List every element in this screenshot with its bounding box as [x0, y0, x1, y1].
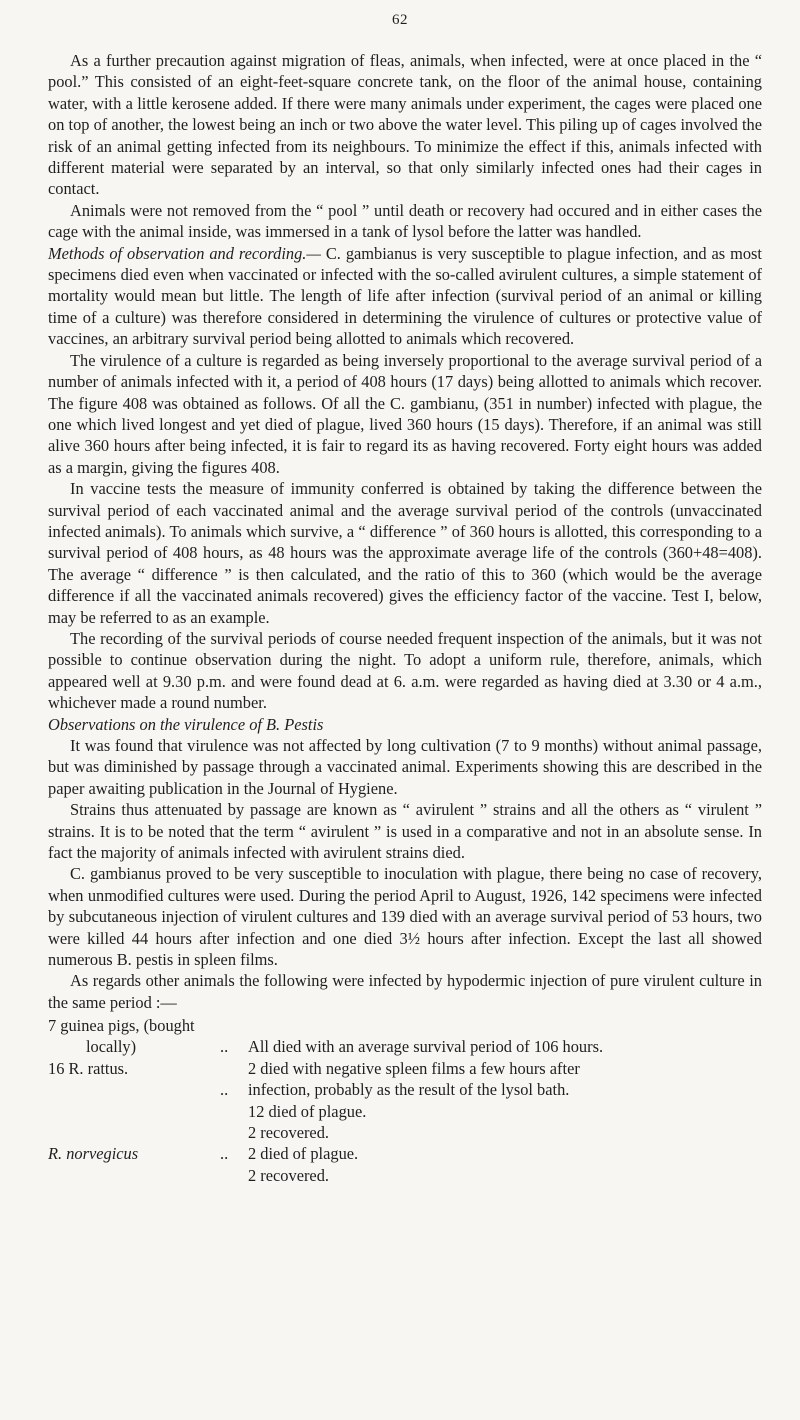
paragraph: As regards other animals the following were infected by hypodermic injection of pure virulent culture in the same period :—: [48, 971, 762, 1012]
animal-label: locally): [86, 1037, 137, 1057]
table-row: [48, 1143, 762, 1164]
heading-title: Observations on the virulence of B. Pestis: [48, 714, 324, 734]
table-row: [48, 1101, 762, 1122]
table-row: [48, 1079, 762, 1100]
animal-cell: [48, 1015, 220, 1036]
animal-cell: [48, 1165, 220, 1186]
animal-label: 7 guinea pigs, (bought: [48, 1016, 195, 1035]
leader-dots: ..: [220, 1037, 229, 1057]
body-text: [48, 50, 762, 1013]
animal-cell: [48, 1101, 220, 1122]
result-cell: [248, 1015, 762, 1036]
animal-cell: [48, 1143, 220, 1164]
leader-dots: ..: [220, 1144, 229, 1164]
paragraph: C. gambianus proved to be very susceptible to inoculation with plague, there being no case of recovery, when unmodified cultures were used. During the period April to August, 1926, 142 specimens were infected by subcutaneous injection of virulent cultures and 139 died with an average survival period of 53 hours, two were killed 44 hours after infection and one died 3½ hours after infection. Except the last all showed numerous B. pestis in spleen films.: [48, 864, 762, 970]
table-row: [48, 1036, 762, 1057]
paragraph: Strains thus attenuated by passage are known as “ avirulent ” strains and all the others as “ virulent ” strains. It is to be noted that the term “ avirulent ” is used in a comparative and not in an absolute sense. In fact the majority of animals infected with avirulent strains died.: [48, 800, 762, 863]
heading-title: Methods of observation and recording.—: [48, 243, 321, 263]
paragraph: Animals were not removed from the “ pool ” until death or recovery had occured and in either cases the cage with the animal inside, was immersed in a tank of lysol before the latter was handled.: [48, 200, 762, 242]
leader-dots: [220, 1101, 248, 1122]
leader-dots: [220, 1015, 248, 1036]
result-cell: 2 recovered.: [248, 1123, 329, 1143]
animal-cell: [48, 1036, 220, 1057]
paragraph: It was found that virulence was not affected by long cultivation (7 to 9 months) without animal passage, but was diminished by passage through a vaccinated animal. Experiments showing this are described in the paper awaiting publication in the Journal of Hygiene.: [48, 736, 762, 798]
table-row: [48, 1015, 762, 1036]
table-row: [48, 1165, 762, 1186]
leader-dots: [220, 1165, 248, 1186]
result-cell: 12 died of plague.: [248, 1101, 367, 1121]
result-cell: 2 died with negative spleen films a few hours after: [248, 1058, 580, 1078]
section-heading: [48, 243, 762, 350]
animal-cell: [48, 1058, 220, 1079]
page-number: 62: [392, 12, 408, 28]
result-cell: 2 died of plague.: [248, 1144, 359, 1164]
results-table: [48, 1015, 762, 1186]
animal-cell: [48, 1122, 220, 1143]
leader-dots: ..: [220, 1080, 229, 1100]
table-row: [48, 1122, 762, 1143]
table-row: [48, 1058, 762, 1079]
animal-label: 16 R. rattus.: [48, 1058, 129, 1078]
paragraph: In vaccine tests the measure of immunity conferred is obtained by taking the difference between the survival period of each vaccinated animal and the average survival period of the controls (unvaccinated infected animals). To animals which survive, a “ difference ” of 360 hours is allotted, this corresponding to a survival period of 408 hours, as 48 hours was the approximate average life of the controls (360+48=408). The average “ difference ” is then calculated, and the ratio of this to 360 (which would be the average difference if all the vaccinated animals recovered) gives the efficiency factor of the vaccine. Test I, below, may be referred to as an example.: [48, 479, 762, 627]
section-heading: [48, 714, 762, 735]
leader-dots: [220, 1122, 248, 1143]
paragraph-text: C. gambianus is very susceptible to plague infection, and as most specimens died even when vaccinated or infected with the so-called avirulent cultures, a simple statement of mortality would mean but little. The length of life after infection (survival period of an animal or killing time of a culture) was therefore considered in determining the virulence of cultures or protective value of vaccines, an arbitrary survival period being allotted to animals which recovered.: [48, 243, 762, 349]
paragraph: The recording of the survival periods of course needed frequent inspection of the animals, but it was not possible to continue observation during the night. To adopt a uniform rule, therefore, animals, which appeared well at 9.30 p.m. and were found dead at 6. a.m. were regarded as having died at 3.30 or 4 a.m., whichever made a round number.: [48, 628, 762, 713]
result-cell: infection, probably as the result of the lysol bath.: [248, 1080, 570, 1100]
paragraph: As a further precaution against migration of fleas, animals, when infected, were at once placed in the “ pool.” This consisted of an eight-feet-square concrete tank, on the floor of the animal house, containing water, with a little kerosene added. If there were many animals under experiment, the cages were placed one on top of another, the lowest being an inch or two above the water level. This piling up of cages involved the risk of an animal getting infected from its neighbours. To minimize the effect if this, animals infected with different material were separated by an interval, so that only similarly infected ones had their cages in contact.: [48, 51, 762, 199]
animal-label: R. norvegicus: [48, 1144, 139, 1164]
leader-dots: [220, 1058, 248, 1079]
animal-cell: [48, 1079, 220, 1100]
result-cell: 2 recovered.: [248, 1165, 329, 1185]
result-cell: All died with an average survival period of 106 hours.: [248, 1037, 604, 1057]
paragraph: The virulence of a culture is regarded as being inversely proportional to the average survival period of a number of animals infected with it, a period of 408 hours (17 days) being allotted to animals which recover. The figure 408 was obtained as follows. Of all the C. gambianu, (351 in number) infected with plague, the one which lived longest and yet died of plague, lived 360 hours (15 days). Therefore, if an animal was still alive 360 hours after being infected, it is fair to regard its as having recovered. Forty eight hours was added as a margin, giving the figures 408.: [48, 350, 762, 477]
